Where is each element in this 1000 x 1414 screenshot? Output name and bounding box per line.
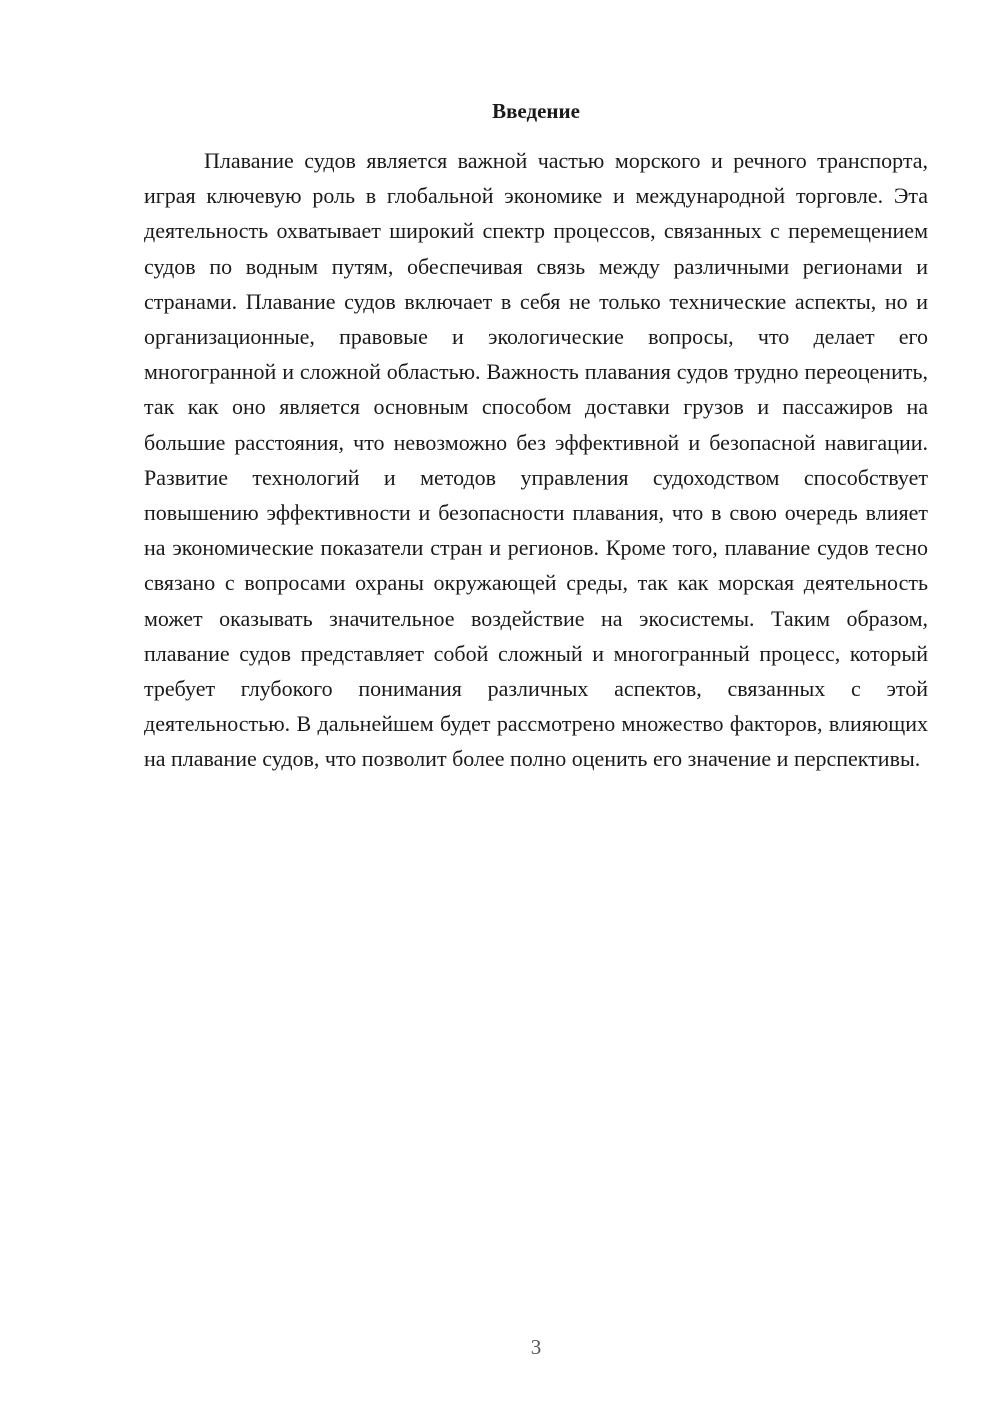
section-heading: Введение xyxy=(492,99,580,123)
introduction-paragraph: Плавание судов является важной частью морского и речного транспорта, играя ключевую роль в глобальной экономике и международной торговле. Эта деятельность охватывает широкий спектр процессов, связанных с перемещением судов по водным путям, обеспечивая связь между различными регионами и странами. Плавание судов включает в себя не только технические аспекты, но и организационные, правовые и экологические вопросы, что делает его многогранной и сложной областью. Важность плавания судов трудно переоценить, так как оно является основным способом доставки грузов и пассажиров на большие расстояния, что невозможно без эффективной и безопасной навигации. Развитие технологий и методов управления судоходством способствует повышению эффективности и безопасности плавания, что в свою очередь влияет на экономические показатели стран и регионов. Кроме того, плавание судов тесно связано с вопросами охраны окружающей среды, так как морская деятельность может оказывать значительное воздействие на экосистемы. Таким образом, плавание судов представляет собой сложный и многогранный процесс, который требует глубокого понимания различных аспектов, связанных с этой деятельностью. В дальнейшем будет рассмотрено множество факторов, влияющих на плавание судов, что позволит более полно оценить его значение и перспективы. xyxy=(144,148,928,772)
page-number: 3 xyxy=(530,1335,542,1359)
